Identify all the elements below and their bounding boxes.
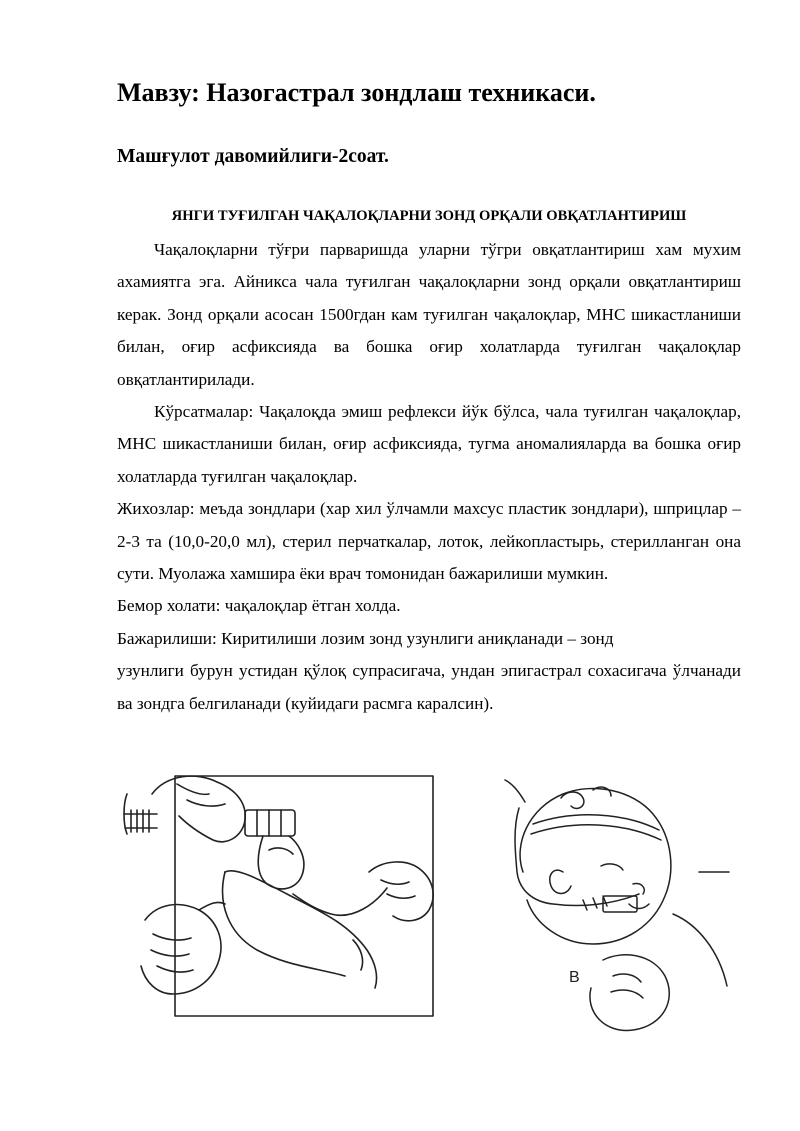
illustrations (117, 754, 741, 1046)
document-title: Мавзу: Назогастрал зондлаш техникаси. (117, 78, 596, 107)
body-text (117, 234, 741, 720)
figure-tube-fixation (483, 754, 741, 1046)
figure-b-label: B (569, 969, 580, 986)
paragraph-equipment: Жихозлар: меъда зондлари (хар хил ўлчамли махсус пластик зондлари), шприцлар – 2-3 та (10,0-20,0 мл), стерил перчаткалар, лоток, лейкопластырь, стерилланган она сути. Муолажа хамшира ёки врач томонидан бажарилиши мумкин. (117, 499, 741, 584)
paragraph-procedure-measure: узунлиги бурун устидан қўлоқ супрасигача, ундан эпигастрал сохасигача ўлчанади ва зондга белгиланади (куйидаги расмга каралсин). (117, 661, 741, 713)
paragraph-indications: Кўрсатмалар: Чақалоқда эмиш рефлекси йўк бўлса, чала туғилган чақалоқлар, МНС шикастланиши билан, оғир асфиксияда, тугма аномалияларда ва бошка оғир холатларда туғилган чақалоқлар. (117, 402, 741, 486)
tube-insertion-drawing (117, 754, 477, 1046)
paragraph-procedure-start: Бажарилиши: Киритилиши лозим зонд узунлиги аниқланади – зонд (117, 628, 614, 648)
figure-tube-insertion (117, 754, 477, 1046)
duration-subtitle: Машғулот давомийлиги-2соат. (117, 146, 389, 167)
paragraph-patient-position: Бемор холати: чақалоқлар ётган холда. (117, 596, 401, 616)
tube-fixation-drawing (483, 754, 741, 1046)
section-heading: ЯНГИ ТУҒИЛГАН ЧАҚАЛОҚЛАРНИ ЗОНД ОРҚАЛИ ОВҚАТЛАНТИРИШ (171, 208, 687, 224)
paragraph-intro: Чақалоқларни тўғри парваришда уларни тўгри овқатлантириш хам мухим ахамиятга эга. Айникса чала туғилган чақалоқларни зонд орқали овқатлантириш керак. Зонд орқали асосан 1500гдан кам туғилган чақалоқлар, МНС шикастланиши билан, оғир асфиксияда ва бошка оғир холатларда туғилган чақалоқлар овқатлантирилади. (117, 240, 741, 389)
